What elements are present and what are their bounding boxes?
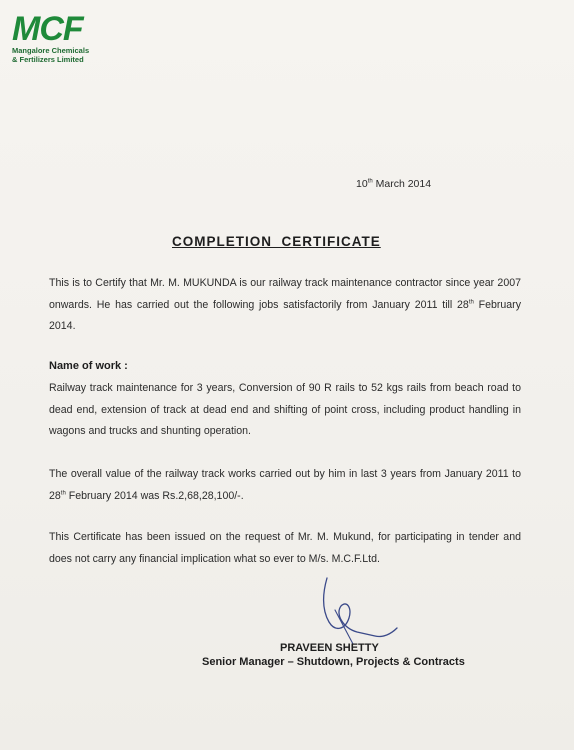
- letter-date: [356, 178, 431, 190]
- work-heading: Name of work :: [49, 360, 128, 372]
- certificate-title: COMPLETION CERTIFICATE: [172, 234, 381, 249]
- company-logo: [12, 12, 122, 64]
- value-text-2: February 2014 was Rs.2,68,28,100/-.: [65, 489, 244, 502]
- disclaimer-paragraph: This Certificate has been issued on the request of Mr. M. Mukund, for participating in tender and does not carry any financial implication what so ever to M/s. M.C.F.Ltd.: [49, 531, 521, 565]
- intro-sup: th: [468, 298, 474, 305]
- logo-line-1: Mangalore Chemicals: [12, 46, 90, 55]
- intro-paragraph: [49, 273, 521, 338]
- logo-mark: MCF: [12, 10, 83, 48]
- signer-name: PRAVEEN SHETTY: [280, 642, 379, 654]
- value-sup: th: [60, 489, 66, 496]
- intro-text-1: This is to Certify that Mr. M. MUKUNDA is our railway track maintenance contractor since year 2007 onwards. He has carried out the following jobs satisfactorily from January 2011 till 28: [49, 277, 521, 311]
- signer-title: Senior Manager – Shutdown, Projects & Contracts: [202, 656, 465, 668]
- work-paragraph: Railway track maintenance for 3 years, Conversion of 90 R rails to 52 kgs rails from beach road to dead end, extension of track at dead end and shifting of point cross, including product handling in wagons and trucks and shunting operation.: [49, 382, 521, 437]
- date-suffix: th: [367, 178, 373, 185]
- logo-line-2: & Fertilizers Limited: [12, 55, 84, 64]
- date-rest: March 2014: [372, 178, 432, 190]
- value-paragraph: [49, 464, 521, 507]
- intro-text-2: February 2014.: [49, 298, 521, 332]
- date-day: 10: [356, 178, 368, 190]
- value-text-1: The overall value of the railway track works carried out by him in last 3 years from January 2011 to 28: [49, 468, 521, 502]
